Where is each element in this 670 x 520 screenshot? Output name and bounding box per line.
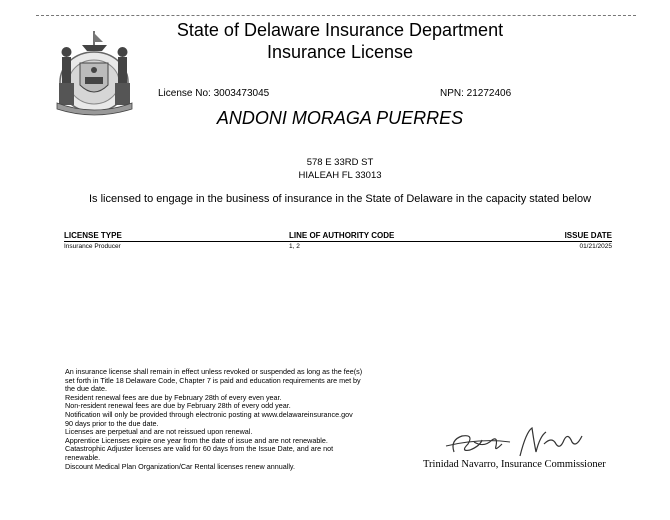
cell-line-of-authority: 1, 2 (289, 243, 300, 250)
address-city-state: HIALEAH FL 33013 (298, 170, 382, 181)
notice-line: 90 days prior to the due date. (65, 418, 159, 428)
delaware-state-seal-icon (47, 27, 142, 117)
header-line-of-authority: LINE OF AUTHORITY CODE (289, 231, 395, 240)
header-issue-date: ISSUE DATE (564, 231, 612, 240)
npn-number: NPN: 21272406 (440, 88, 512, 99)
notice-line: Apprentice Licenses expire one year from the date of issue and are not renewable. (65, 435, 328, 445)
header-license-type: LICENSE TYPE (64, 231, 122, 240)
table-row (64, 242, 612, 253)
notice-line: Discount Medical Plan Organization/Car Rental licenses renew annually. (65, 461, 295, 471)
cell-license-type: Insurance Producer (64, 243, 121, 250)
notice-line: Resident renewal fees are due by February 28th of every even year. (65, 392, 282, 402)
notice-line: Licenses are perpetual and are not reissued upon renewal. (65, 427, 253, 437)
licensee-name: ANDONI MORAGA PUERRES (216, 108, 464, 128)
license-table (64, 230, 612, 253)
license-notice (65, 368, 425, 471)
notice-line: An insurance license shall remain in effect unless revoked or suspended as long as the fee(s) (65, 367, 363, 376)
notice-line: Catastrophic Adjuster licenses are valid for 60 days from the Issue Date, and are not (65, 444, 334, 454)
commissioner-signature (440, 422, 590, 462)
notice-line: the due date. (65, 384, 107, 394)
notice-line: renewable. (65, 452, 101, 462)
document-title: State of Delaware Insurance Department (176, 20, 504, 40)
license-number: License No: 3003473045 (158, 88, 270, 99)
top-dashed-border (36, 15, 636, 16)
commissioner-title: Trinidad Navarro, Insurance Commissioner (423, 459, 606, 470)
document-subtitle: Insurance License (266, 42, 414, 62)
address-street: 578 E 33RD ST (306, 157, 374, 168)
license-statement: Is licensed to engage in the business of insurance in the State of Delaware in the capacity stated below (88, 193, 592, 205)
table-header (64, 230, 612, 242)
notice-line: Non-resident renewal fees are due by February 28th of every odd year. (65, 401, 291, 411)
notice-line: Notification will only be provided through electronic posting at www.delawareinsurance.gov (65, 409, 353, 419)
cell-issue-date: 01/21/2025 (579, 243, 612, 250)
notice-line: set forth in Title 18 Delaware Code, Chapter 7 is paid and education requirements are met by (65, 375, 361, 385)
